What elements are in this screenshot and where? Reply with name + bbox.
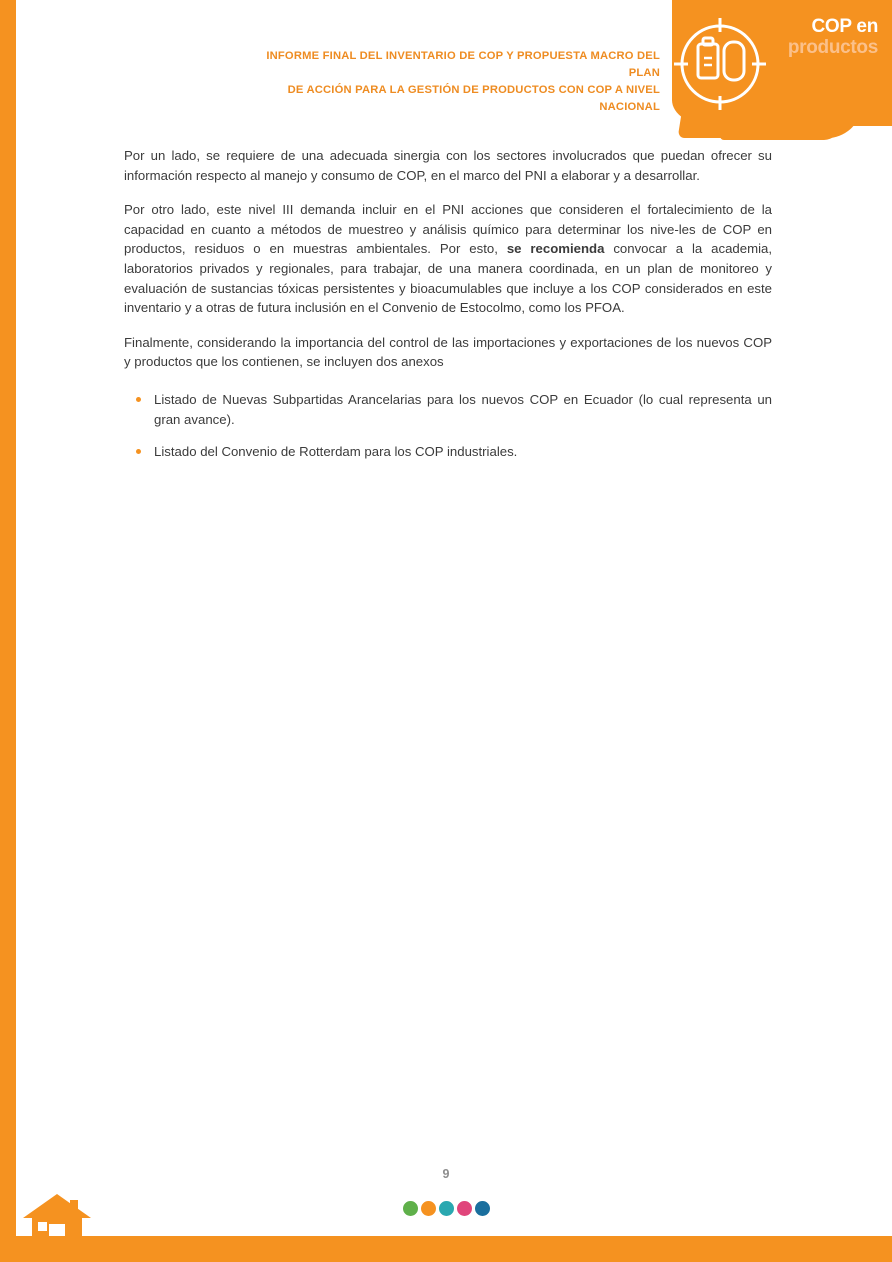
header-tab-label-line2: productos xyxy=(787,37,878,58)
header-title xyxy=(240,48,660,116)
footer-dot-teal xyxy=(439,1201,454,1216)
document-body xyxy=(124,146,772,475)
header-tab-label xyxy=(782,16,878,58)
page-number: 9 xyxy=(442,1167,450,1181)
bullet-dot-icon xyxy=(136,449,141,454)
paragraph-2 xyxy=(124,200,772,318)
footer-dot-pink xyxy=(457,1201,472,1216)
header-section-tab xyxy=(672,0,892,152)
list-item xyxy=(124,442,772,462)
paragraph-2-part1: Por otro lado, este nivel III demanda incluir en el PNI acciones que consideren el fortalecimiento de la capacidad en cuanto a métodos de muestreo y análisis químico para determinar los nive-les de COP en productos, residuos o en muestras ambientales. Por esto, xyxy=(124,202,772,257)
list-item-label: Listado del Convenio de Rotterdam para los COP industriales. xyxy=(154,444,518,460)
footer-dot-green xyxy=(403,1201,418,1216)
cop-products-icon xyxy=(674,18,766,110)
bullet-dot-icon xyxy=(136,397,141,402)
footer-dot-orange xyxy=(421,1201,436,1216)
paragraph-2-emphasis: se recomienda xyxy=(506,241,605,257)
footer-accent-bar xyxy=(0,1236,892,1262)
paragraph-2-part2: convocar a la academia, laboratorios privados y regionales, para trabajar, de una manera coordinada, en un plan de monitoreo y evaluación de sustancias tóxicas persistentes y bioacumulables que incluye a los COP considerados en este inventario y a otras de futura inclusión en el Convenio de Estocolmo, como los PFOA. xyxy=(124,241,773,316)
header-tab-label-line1: COP en xyxy=(811,16,878,37)
header-title-line2: DE ACCIÓN PARA LA GESTIÓN DE PRODUCTOS CON COP A NIVEL NACIONAL xyxy=(287,84,660,113)
paragraph-3: Finalmente, considerando la importancia del control de las importaciones y exportaciones de los nuevos COP y productos que los contienen, se incluyen dos anexos xyxy=(124,334,772,370)
page-header xyxy=(16,0,892,152)
list-item-label: Listado de Nuevas Subpartidas Arancelarias para los nuevos COP en Ecuador (lo cual representa un gran avance). xyxy=(154,391,772,427)
header-brush-tail-secondary xyxy=(720,124,840,140)
left-accent-bar xyxy=(0,0,16,1262)
header-title-line1: INFORME FINAL DEL INVENTARIO DE COP Y PROPUESTA MACRO DEL PLAN xyxy=(266,50,660,79)
annex-list xyxy=(124,390,772,462)
list-item xyxy=(124,390,772,429)
paragraph-1: Por un lado, se requiere de una adecuada sinergia con los sectores involucrados que puedan ofrecer su información respecto al manejo y consumo de COP, en el marco del PNI a elaborar y a desarrollar. xyxy=(124,148,772,183)
footer-dot-blue xyxy=(475,1201,490,1216)
footer-dot-row xyxy=(0,1200,892,1218)
